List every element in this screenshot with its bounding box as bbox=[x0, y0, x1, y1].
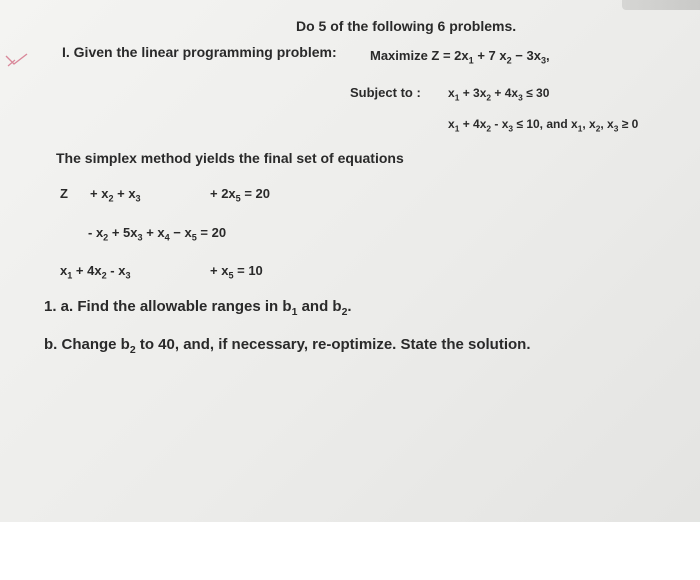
equation-3-lhs: $x_1 + 4x_2 - x_3$ bbox=[60, 263, 131, 281]
subject-to-label: Subject to : bbox=[350, 85, 421, 100]
equation-3-rhs: + $x_5 = 10$ bbox=[210, 263, 263, 281]
equation-1-rhs: + $2x_5 = 20$ bbox=[210, 186, 271, 204]
simplex-intro: The simplex method yields the final set of equations bbox=[56, 150, 404, 166]
question-1b: b. Change $b_2$ to 40, and, if necessary, re-optimize. State the solution. bbox=[44, 336, 531, 356]
objective-function: Maximize $Z = 2x_1 + 7$ $x_2 - 3x_3$, bbox=[370, 48, 550, 66]
equation-1-z: Z bbox=[60, 186, 68, 201]
equation-1-terms: + $x_2 + x_3$ bbox=[90, 186, 141, 204]
equation-2: - $x_2 + 5x_3 + x_4 - x_5 = 20$ bbox=[88, 225, 227, 243]
checkmark-icon bbox=[4, 52, 30, 70]
constraint-2: $x_1 + 4x_2 - x_3 \le 10$, and $x_1$, $x_2$, $x_3 \ge 0$ bbox=[448, 117, 639, 134]
question-1a: 1. a. Find the allowable ranges in $b_1$ and $b_2$. bbox=[44, 298, 352, 318]
constraint-1: $x_1 + 3x_2 + 4x_3 \le 30$ bbox=[448, 86, 550, 103]
page-corner-mark bbox=[622, 0, 700, 10]
header-text: Do 5 of the following 6 problems. bbox=[296, 18, 517, 34]
problem-label: I. Given the linear programming problem: bbox=[62, 44, 337, 60]
